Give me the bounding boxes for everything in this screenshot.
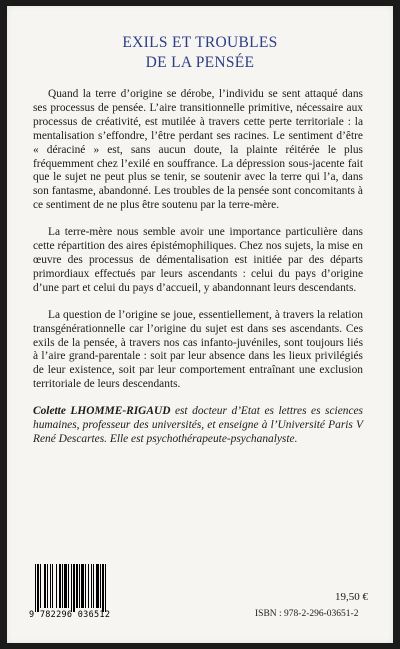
- barcode-bar: [40, 564, 41, 608]
- barcode-bar: [44, 564, 46, 608]
- barcode-number: 9 782296 036512: [29, 610, 111, 620]
- author-name: Colette LHOMME-RIGAUD: [33, 405, 171, 418]
- barcode-bar: [73, 564, 75, 612]
- barcode: [29, 564, 143, 620]
- barcode-bar: [68, 564, 69, 608]
- blurb-paragraph-3: La question de l’origine se joue, essentiellement, à travers la relation transgénérationnelle car l’origine du sujet est dans ses ascendants. Ces exils de la pensée, à travers nos cas infanto-juvéniles, sont toujours liés à l’aire grand-parentale : soit par leur absence dans les lieux privilégiés de leur existence, soit par leur comportement entraînant une exclusion territoriale de leurs descendants.: [33, 308, 363, 391]
- barcode-bar: [76, 564, 78, 608]
- book-title-line1: EXILS ET TROUBLES: [122, 34, 278, 51]
- barcode-bar: [62, 564, 63, 608]
- barcode-bar: [105, 564, 106, 612]
- author-bio-text: est docteur d’Etat es lettres es sciences humaines, professeur des universités, et enseigne à l’Université Paris V René Descartes. Elle est psychothérapeute-psychanalyste.: [33, 405, 363, 445]
- book-title-line2: DE LA PENSÉE: [145, 54, 255, 71]
- author-bio: [33, 405, 363, 447]
- blurb-paragraph-2: La terre-mère nous semble avoir une importance particulière dans cette répartition des aires épistémophiliques. Chez nos sujets, la mise en œuvre des processus de démentalisation est initiée par des départs primordiaux effectués par leurs ascendants : celui du pays d’origine d’une part et celui du pays d’accueil, y abandonnant leurs descendants.: [33, 226, 363, 294]
- barcode-bar: [59, 564, 61, 608]
- barcode-bar: [91, 564, 92, 608]
- barcode-bar: [71, 564, 72, 612]
- barcode-bar: [47, 564, 48, 608]
- blurb-text: [33, 88, 363, 460]
- isbn: ISBN : 978-2-296-03651-2: [255, 609, 359, 619]
- barcode-bar: [56, 564, 57, 608]
- barcode-bar: [81, 564, 84, 608]
- barcode-bar: [64, 564, 67, 608]
- back-cover: [7, 6, 393, 643]
- barcode-bar: [85, 564, 86, 608]
- barcode-bar: [100, 564, 101, 608]
- barcode-bar: [35, 564, 36, 612]
- barcode-bar: [52, 564, 53, 608]
- barcode-bar: [79, 564, 80, 608]
- barcode-bar: [102, 564, 104, 612]
- barcode-bar: [96, 564, 99, 608]
- price: 19,50 €: [335, 591, 368, 603]
- barcode-bar: [88, 564, 89, 608]
- barcode-bar: [50, 564, 51, 608]
- barcode-bar: [93, 564, 94, 608]
- barcode-bars: [33, 564, 143, 612]
- blurb-paragraph-1: Quand la terre d’origine se dérobe, l’individu se sent attaqué dans ses processus de pensée. L’aire transitionnelle primitive, nécessaire aux processus de créativité, est mutilée à travers cette perte territoriale : la mentalisation s’effondre, l’être perdant ses racines. Le sentiment d’être « déraciné » est, sans aucun doute, la plainte réitérée le plus fréquemment chez l’exilé en souffrance. La dépression sous-jacente fait que le sujet ne peut plus se tenir, se soutenir avec la terre qui l’a, dans son fantasme, abandonné. Les troubles de la pensée sont concomitants à ce sentiment de ne plus être soutenu par la terre-mère.: [33, 88, 363, 212]
- barcode-bar: [37, 564, 39, 612]
